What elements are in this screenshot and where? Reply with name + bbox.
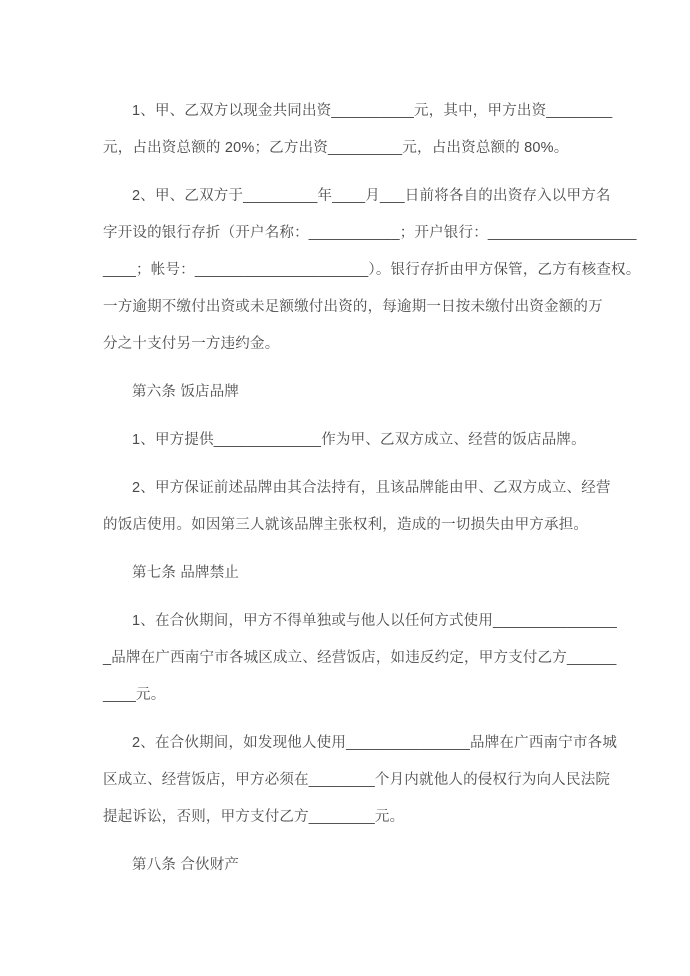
heading-line: 第六条 饭店品牌	[132, 384, 240, 400]
contract-paragraph	[103, 422, 600, 459]
contract-paragraph	[103, 725, 618, 836]
text-line: 字开设的银行存折（开户名称：___________；开户银行：__________________	[103, 225, 637, 241]
text-line: 1、在合伙期间，甲方不得单独或与他人以任何方式使用_______________	[132, 613, 618, 629]
text-line: 2、甲方保证前述品牌由其合法持有，且该品牌能由甲、乙双方成立、经营	[132, 480, 611, 496]
contract-document-page	[103, 93, 641, 884]
contract-paragraph	[103, 178, 641, 363]
section-heading	[103, 847, 600, 884]
text-line: 2、在合伙期间，如发现他人使用_______________品牌在广西南宁市各城	[132, 735, 618, 751]
contract-paragraph	[103, 603, 618, 714]
text-line: 的饭店使用。如因第三人就该品牌主张权利，造成的一切损失由甲方承担。	[103, 517, 589, 533]
contract-paragraph	[103, 93, 613, 167]
section-heading	[103, 555, 600, 592]
text-line: ____；帐号：_____________________）。银行存折由甲方保管，乙方有核查权。	[103, 262, 641, 278]
text-line: 区成立、经营饭店，甲方必须在________个月内就他人的侵权行为向人民法院	[103, 772, 611, 788]
text-line: 2、甲、乙双方于_________年____月___日前将各自的出资存入以甲方名	[132, 188, 611, 204]
text-line: 一方逾期不缴付出资或未足额缴付出资的，每逾期一日按未缴付出资金额的万	[103, 299, 603, 315]
text-line: ____元。	[103, 687, 166, 703]
section-heading	[103, 374, 600, 411]
contract-paragraph	[103, 470, 611, 544]
text-line: 1、甲、乙双方以现金共同出资__________元，其中，甲方出资________	[132, 103, 613, 119]
text-line: 元，占出资总额的 20%；乙方出资_________元，占出资总额的 80%。	[103, 140, 569, 156]
text-line: _品牌在广西南宁市各城区成立、经营饭店，如违反约定，甲方支付乙方______	[103, 650, 617, 666]
heading-line: 第七条 品牌禁止	[132, 565, 240, 581]
heading-line: 第八条 合伙财产	[132, 857, 240, 873]
document-body	[103, 93, 641, 884]
text-line: 1、甲方提供_____________作为甲、乙双方成立、经营的饭店品牌。	[132, 432, 586, 448]
text-line: 分之十支付另一方违约金。	[103, 336, 280, 352]
text-line: 提起诉讼，否则，甲方支付乙方________元。	[103, 809, 405, 825]
